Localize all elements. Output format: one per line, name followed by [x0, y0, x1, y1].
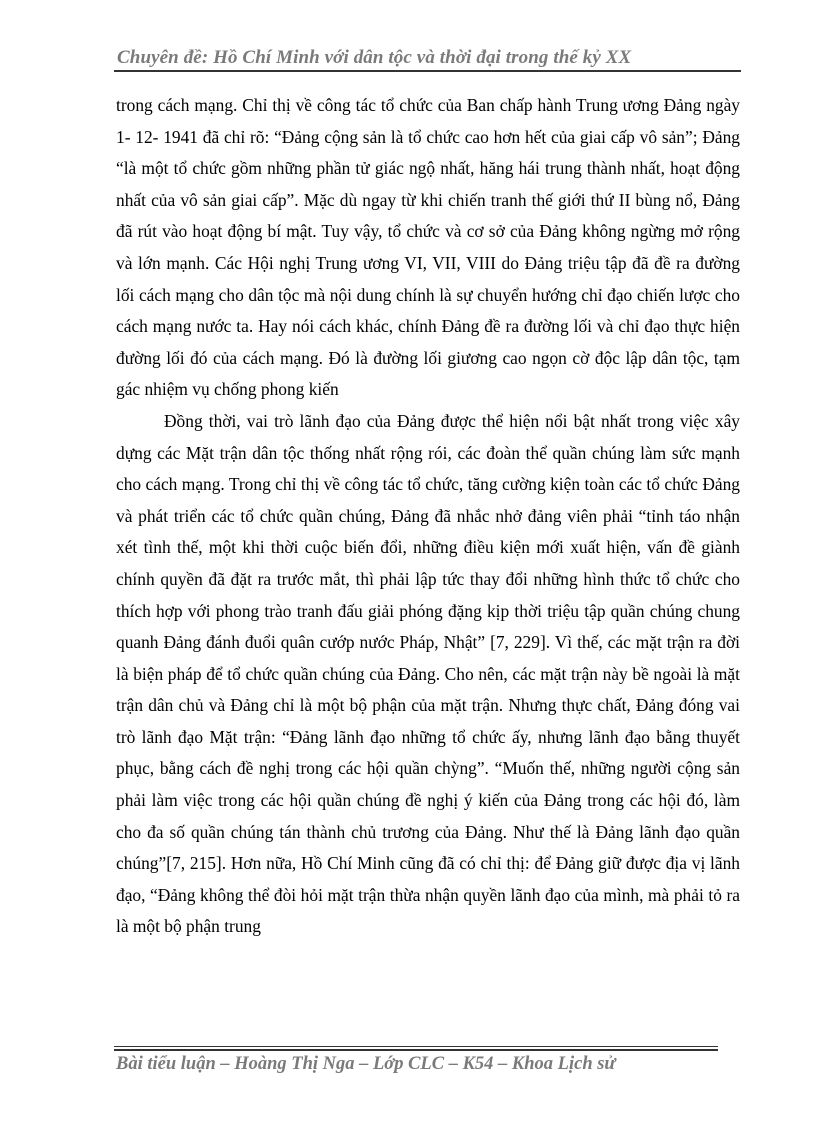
page-footer-text: Bài tiểu luận – Hoàng Thị Nga – Lớp CLC – K54 – Khoa Lịch sử — [116, 1054, 616, 1074]
paragraph-2: Đồng thời, vai trò lãnh đạo của Đảng được thể hiện nổi bật nhất trong việc xây dựng các Mặt trận dân tộc thống nhất rộng rói, các đoàn thể quần chúng làm sức mạnh cho cách mạng. Trong chỉ thị về công tác tổ chức, tăng cường kiện toàn các tổ chức Đảng và phát triển các tổ chức quần chúng, Đảng đã nhắc nhở đảng viên phải “tỉnh táo nhận xét tình thế, một khi thời cuộc biến đổi, những điều kiện mới xuất hiện, vấn đề giành chính quyền đã đặt ra trước mắt, thì phải lập tức thay đổi những hình thức tổ chức cho thích hợp với phong trào tranh đấu giải phóng đặng kịp thời triệu tập quần chúng chung quanh Đảng đánh đuổi quân cướp nước Pháp, Nhật” [7, 229]. Vì thế, các mặt trận ra đời là biện pháp để tổ chức quần chúng của Đảng. Cho nên, các mặt trận này bề ngoài là mặt trận dân chủ và Đảng chỉ là một bộ phận của mặt trận. Nhưng thực chất, Đảng đóng vai trò lãnh đạo Mặt trận: “Đảng lãnh đạo những tổ chức ấy, nhưng lãnh đạo bằng thuyết phục, bằng cách đề nghị trong các hội quần chỳng”. “Muốn thế, những người cộng sản phải làm việc trong các hội quần chúng đề nghị ý kiến của Đảng trong các hội đó, làm cho đa số quần chúng tán thành chủ trương của Đảng. Như thế là Đảng lãnh đạo quần chúng”[7, 215]. Hơn nữa, Hồ Chí Minh cũng đã có chỉ thị: để Đảng giữ được địa vị lãnh đạo, “Đảng không thể đòi hỏi mặt trận thừa nhận quyền lãnh đạo của mình, mà phải tỏ ra là một bộ phận trung — [116, 410, 740, 937]
footer-divider-thin — [114, 1046, 718, 1047]
page-header-title: Chuyên đề: Hồ Chí Minh với dân tộc và thời đại trong thế kỷ XX — [117, 47, 632, 68]
paragraph-1: trong cách mạng. Chỉ thị về công tác tổ chức của Ban chấp hành Trung ương Đảng ngày 1- 12- 1941 đã chỉ rõ: “Đảng cộng sản là tổ chức cao hơn hết của giai cấp vô sản”; Đảng “là một tổ chức gồm những phần tử giác ngộ nhất, hăng hái trung thành nhất, hoạt động nhất của vô sản giai cấp”. Mặc dù ngay từ khi chiến tranh thế giới thứ II bùng nổ, Đảng đã rút vào hoạt động bí mật. Tuy vậy, tổ chức và cơ sở của Đảng không ngừng mở rộng và lớn mạnh. Các Hội nghị Trung ương VI, VII, VIII do Đảng triệu tập đã đề ra đường lối cách mạng cho dân tộc mà nội dung chính là sự chuyển hướng chỉ đạo chiến lược cho cách mạng nước ta. Hay nói cách khác, chính Đảng đề ra đường lối và chỉ đạo thực hiện đường lối đó của cách mạng. Đó là đường lối giương cao ngọn cờ độc lập dân tộc, tạm gác nhiệm vụ chống phong kiến — [116, 95, 740, 400]
header-divider — [114, 70, 741, 72]
document-body — [116, 90, 740, 943]
footer-divider-thick — [114, 1049, 718, 1051]
